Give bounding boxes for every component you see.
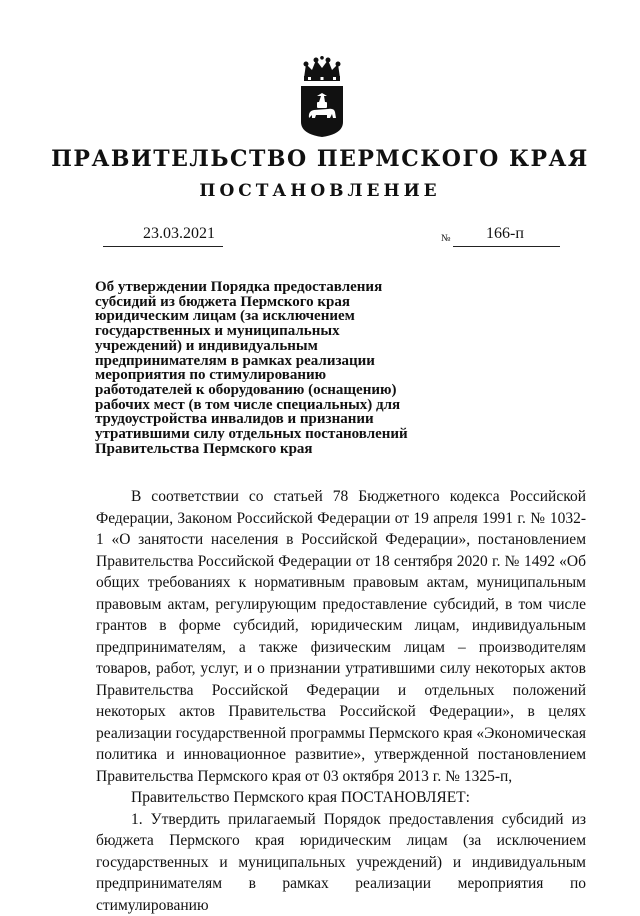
paragraph: Правительство Пермского края ПОСТАНОВЛЯЕТ:	[96, 787, 586, 809]
number-sign: №	[441, 233, 451, 244]
page-title: ПРАВИТЕЛЬСТВО ПЕРМСКОГО КРАЯ	[0, 146, 640, 172]
paragraph: В соответствии со статьей 78 Бюджетного кодекса Российской Федерации, Законом Российской Федерации от 19 апреля 1991 г. № 1032-1 «О занятости населения в Российской Федерации», постановлением Правительства Российской Федерации от 18 сентября 2020 г. № 1492 «Об общих требованиях к нормативным правовым актам, муниципальным правовым актам, регулирующим предоставление субсидий, в том числе грантов в форме субсидий, юридическим лицам, индивидуальным предпринимателям, а также физическим лицам – производителям товаров, работ, услуг, и о признании утратившими силу некоторых актов Правительства Российской Федерации и отдельных положений некоторых актов Правительства Российской Федерации», в целях реализации государственной программы Пермского края «Экономическая политика и инновационное развитие», утвержденной постановлением Правительства Пермского края от 03 октября 2013 г. № 1325-п,	[96, 486, 586, 787]
document-type: ПОСТАНОВЛЕНИЕ	[0, 181, 640, 201]
document-date: 23.03.2021	[143, 225, 215, 243]
document-subject: Об утверждении Порядка предоставления субсидий из бюджета Пермского края юридическим лицам (за исключением государственных и муниципальных учреждений) и индивидуальным предпринимателям в рамках реализации мероприятия по стимулированию работодателей к оборудованию (оснащению) рабочих мест (в том числе специальных) для трудоустройства инвалидов и признании утратившими силу отдельных постановлений Правительства Пермского края	[95, 280, 415, 456]
number-underline	[453, 246, 560, 247]
date-underline	[103, 246, 223, 247]
document-body	[96, 486, 586, 916]
document-number: 166-п	[486, 225, 524, 243]
coat-of-arms-icon	[298, 56, 346, 138]
paragraph: 1. Утвердить прилагаемый Порядок предоставления субсидий из бюджета Пермского края юридическим лицам (за исключением государственных и муниципальных учреждений) и индивидуальным предпринимателям в рамках реализации мероприятия по стимулированию	[96, 809, 586, 916]
